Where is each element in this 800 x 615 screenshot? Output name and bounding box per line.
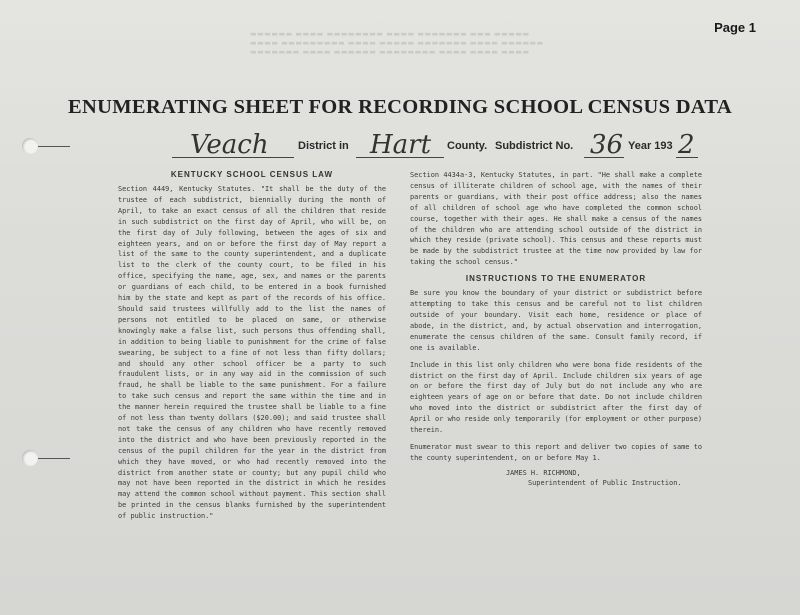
law-heading: KENTUCKY SCHOOL CENSUS LAW [170, 170, 334, 179]
signer-name: JAMES H. RICHMOND, [506, 468, 581, 477]
law-column [118, 170, 386, 522]
subdistrict-number-value: 36 [590, 130, 624, 160]
subdistrict-label: Subdistrict No. [495, 140, 574, 152]
page-number: Page 1 [714, 20, 756, 35]
instruction-paragraph-3: Enumerator must swear to this report and deliver two copies of same to the county superintendent, on or before May 1. [410, 442, 702, 462]
binder-hole-bottom [22, 450, 38, 466]
instructions-column [410, 170, 702, 489]
year-value: 2 [678, 130, 695, 160]
page-title: ENUMERATING SHEET FOR RECORDING SCHOOL CENSUS DATA [68, 96, 732, 118]
section-4449-text: Section 4449, Kentucky Statutes. "It shall be the duty of the trustee of each subdistrict, biennially during the month of April, to take an exact census of all the children that reside in such subdistrict on the first day of April, who will be, on the first day of July following, between the ages of six and eighteen years, and on or before the first day of May report a list of the same to the county superintendent, and a duplicate list to the clerk of the county court, to be filed in his office, specifying the name, age, sex, and names or the parents or guardians of each child, to be entered in a book furnished him by the state and kept as part of the records of his office. Should said trustees willfully add to the list the names of persons not entitled to be placed on same, or otherwise knowingly make a false list, such persons thus offending shall, in addition to being liable to punishment for the crime of false swearing, be subject to a fine of not less than fifty dollars; and should any other school officer be a party to such fraudulent lists, or in any way aid in the commission of such fraud, he shall be liable to the same punishment. For a failure to take such census and report the same within the time and in the manner herein required the trustee shall be liable to a fine of not less than twenty dollars ($20.00); and said trustee shall not take the census of any children who have recently removed into the district and who have been previously reported in the census of the pupil children for the year in the district from which they have moved, or who had recently removed into the district from another state or county; but any pupil child who may not have been reported in the district in which he resides may attend the common school without payment. This section shall be printed in the census blanks furnished by the superintendent of public instruction." [118, 185, 386, 521]
bleed-through-text: ▬▬▬▬▬▬ ▬▬▬▬ ▬▬▬▬▬▬▬▬ ▬▬▬▬ ▬▬▬▬▬▬▬ ▬▬▬ ▬▬▬▬▬ ▬▬▬▬ ▬▬▬▬▬▬▬▬▬ ▬▬▬▬ ▬▬▬▬▬ ▬▬▬▬▬▬▬ ▬▬▬▬ ▬▬▬▬▬▬ ▬▬▬▬▬▬▬ ▬▬▬▬ ▬▬▬▬▬▬ ▬▬▬▬▬▬▬▬ ▬▬▬▬ ▬▬▬▬ ▬▬▬▬ [250, 30, 544, 56]
county-label: County. [447, 140, 488, 152]
instruction-paragraph-1: Be sure you know the boundary of your district or subdistrict before attempting to take this census and be careful not to list children outside of your boundary. Visit each home, residence or place of abode, in the district, and, by actual observation and interrogation, enumerate the census children of the same. Consult family record, if one is available. [410, 289, 702, 352]
county-underline [356, 157, 444, 158]
year-underline [676, 157, 698, 158]
district-underline [172, 157, 294, 158]
subdistrict-underline [584, 157, 624, 158]
county-name-value: Hart [370, 130, 432, 160]
district-label: District in [298, 140, 349, 152]
census-header-row [0, 130, 800, 164]
binder-hole-line-bottom [38, 458, 70, 459]
district-name-value: Veach [190, 130, 269, 160]
section-4434-text: Section 4434a-3, Kentucky Statutes, in part. "He shall make a complete census of illiterate children of school age, with the names of their parents or guardians, with their post office address; also the names of all children of school age who have completed the common school course, together with their ages. He shall make a census of the names of the children who are attending school outside of the district in which they reside (private school). This census and these reports must be made by the subdistrict trustee at the time now provided by law for taking the school census." [410, 171, 702, 267]
instructions-heading: INSTRUCTIONS TO THE ENUMERATOR [465, 274, 647, 284]
signer-title: Superintendent of Public Instruction. [528, 479, 682, 488]
instruction-paragraph-2: Include in this list only children who were bona fide residents of the district on the first day of April. Include children six years of age on or before the first day of July but do not include any who are eighteen years of age on or before that date. Do not include children who moved into the district or subdistrict after the first day of April or who reside only temporarily (for employment or other purpose) therein. [410, 360, 702, 435]
year-label: Year 193 [628, 140, 673, 152]
